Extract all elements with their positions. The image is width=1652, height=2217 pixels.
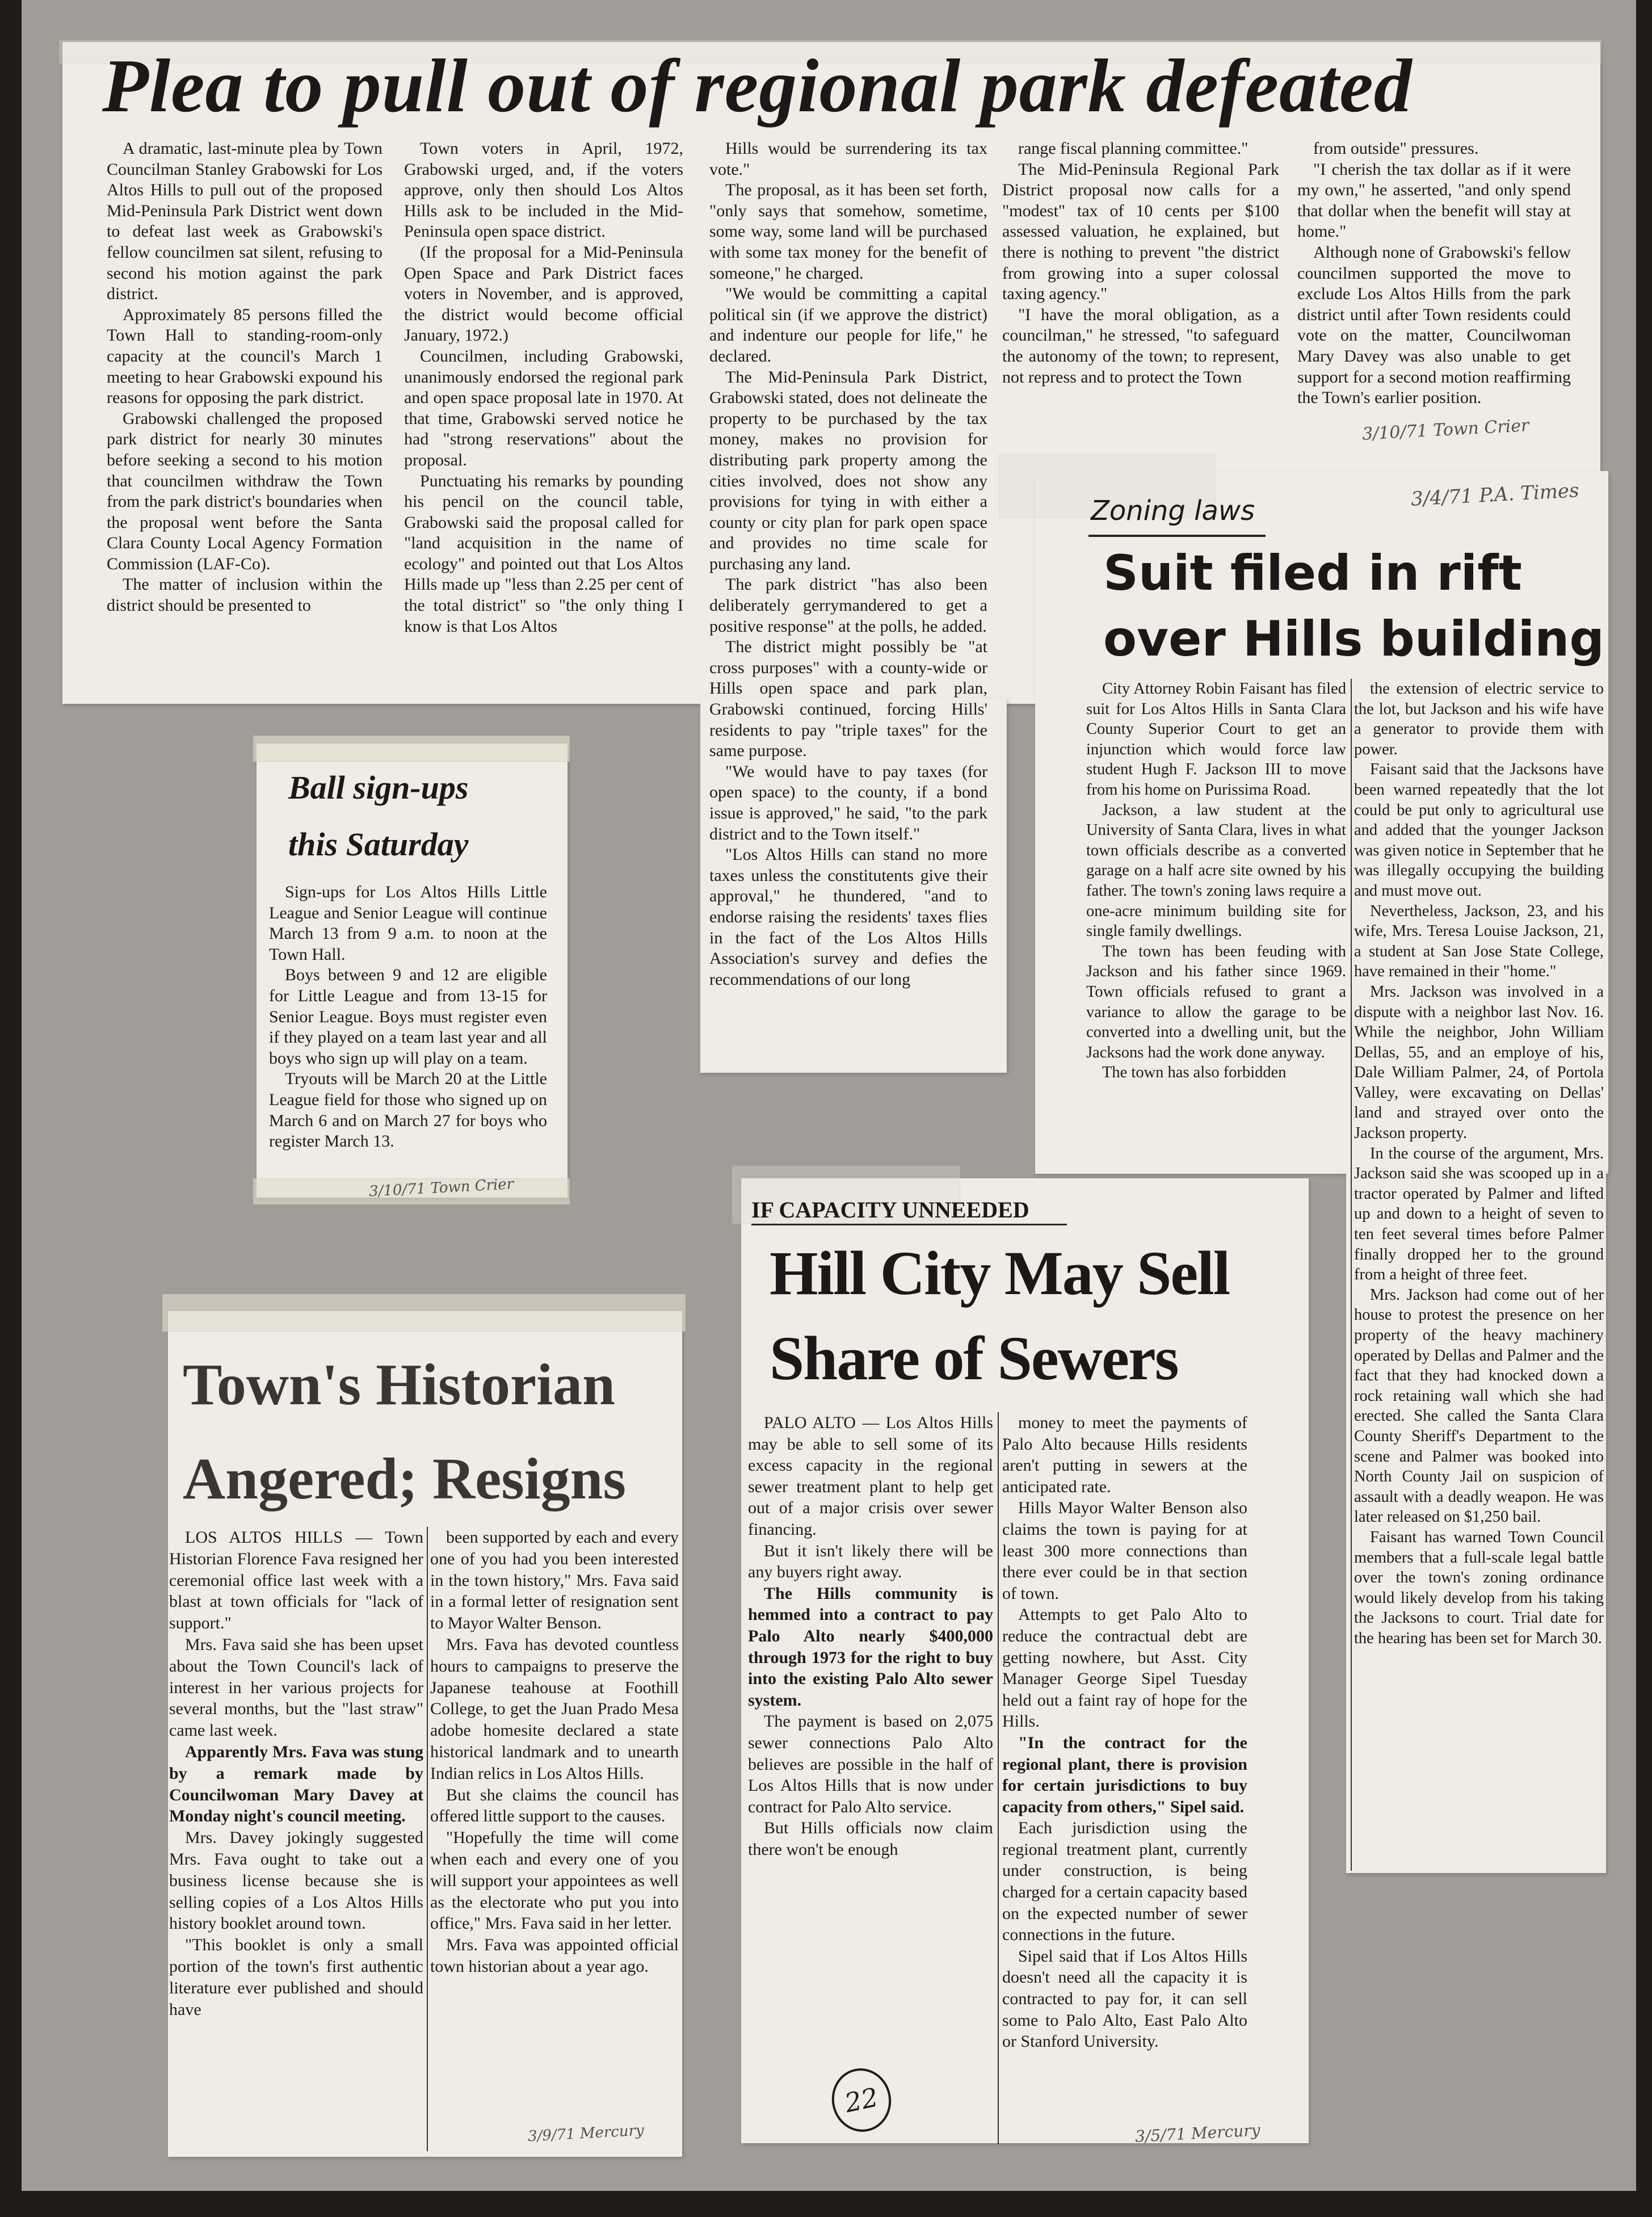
sewer-headline-line-2: Share of Sewers xyxy=(770,1324,1178,1393)
paragraph: The payment is based on 2,075 sewer connections Palo Alto believes are possible in the half of Los Altos Hills that is now under contract for Palo Alto service. xyxy=(748,1712,993,1816)
paragraph: Attempts to get Palo Alto to reduce the contractual debt are getting nowhere, but Asst. City Manager George Sipel Tuesday held out a faint ray of hope for the Hills. xyxy=(1002,1605,1247,1731)
historian-handwritten-note: 3/9/71 Mercury xyxy=(527,2122,645,2145)
paragraph: Apparently Mrs. Fava was stung by a remark made by Councilwoman Mary Davey at Monday night's council meeting. xyxy=(169,1742,423,1826)
paragraph: money to meet the payments of Palo Alto because Hills residents aren't putting in sewers at the anticipated rate. xyxy=(1002,1413,1247,1496)
paragraph: But Hills officials now claim there won't be enough xyxy=(748,1819,993,1859)
historian-column-2 xyxy=(430,1527,679,2151)
sewer-kicker: IF CAPACITY UNNEEDED xyxy=(751,1197,1029,1223)
kicker-underline xyxy=(1088,535,1266,537)
paragraph: Sign-ups for Los Altos Hills Little League and Senior League will continue March 13 from 9 a.m. to noon at the Town Hall. xyxy=(269,883,547,964)
paragraph: The park district "has also been deliberately gerrymandered to get a positive response" at the polls, he added. xyxy=(709,575,987,636)
paragraph: City Attorney Robin Faisant has filed suit for Los Altos Hills in Santa Clara County Superior Court to get an injunction which would force law student Hugh F. Jackson III to move from his home on Purissima Road. xyxy=(1086,680,1346,799)
paragraph: "Los Altos Hills can stand no more taxes unless the constitutents give their approval," he thundered, "and to endorse raising the residents' taxes flies in the fact of the Los Altos Hills Association's survey and defies the recommendations of our long xyxy=(709,845,987,989)
sewer-handwritten-note: 3/5/71 Mercury xyxy=(1134,2121,1261,2146)
column-rule xyxy=(427,1527,428,2151)
paragraph: Mrs. Fava said she has been upset about the Town Council's lack of interest in her various projects for several months, but the "last straw" came last week. xyxy=(169,1635,423,1740)
paragraph: In the course of the argument, Mrs. Jackson said she was scooped up in a tractor operated by Palmer and lifted up and down to a height of seven to ten feet several times before Palmer finally dropped her to the ground from a height of three feet. xyxy=(1354,1144,1604,1284)
park-column-4 xyxy=(1002,138,1279,445)
ball-handwritten-note: 3/10/71 Town Crier xyxy=(368,1175,514,1200)
column-rule xyxy=(1351,679,1352,1871)
paragraph: The proposal, as it has been set forth, "only says that somehow, sometime, some way, some land will be purchased with some tax money for the benefit of someone," he charged. xyxy=(709,180,987,283)
paragraph: "We would have to pay taxes (for open space) to the county, if a bond issue is approved," he said, "to the park district and to the Town itself." xyxy=(709,762,987,843)
sewer-column-1 xyxy=(748,1412,993,1925)
zoning-headline-line-2: over Hills building xyxy=(1103,611,1604,667)
historian-column-1 xyxy=(169,1527,423,2151)
paragraph: Jackson, a law student at the University of Santa Clara, lives in what town officials describe as a converted garage on a half acre site owned by his father. The town's zoning laws require a one-acre minimum building site for single family dwellings. xyxy=(1086,801,1346,940)
ball-body xyxy=(269,882,547,1200)
zoning-column-1 xyxy=(1086,679,1346,1159)
paragraph: Councilmen, including Grabowski, unanimously endorsed the regional park and open space proposal late in 1970. At that time, Grabowski served notice he had "strong reservations" about the proposal. xyxy=(404,346,683,469)
tape-strip xyxy=(162,1294,686,1332)
paragraph: The Mid-Peninsula Park District, Grabowski stated, does not delineate the property to be purchased by the tax money, makes no provision for distributing park property among the cities involved, does not show any provisions for tying in with either a county or city plan for park open space and provides no time scale for purchasing any land. xyxy=(709,367,987,573)
paragraph: Mrs. Fava has devoted countless hours to campaigns to preserve the Japanese teahouse at Foothill College, to get the Juan Prado Mesa adobe homesite declared a state historical landmark and to unearth Indian relics in Los Altos Hills. xyxy=(430,1635,679,1783)
park-headline: Plea to pull out of regional park defeated xyxy=(102,44,1413,128)
paragraph: The district might possibly be "at cross purposes" with a county-wide or Hills open space and park plan, Grabowski continued, forcing Hills' residents to pay "triple taxes" for the same purpose. xyxy=(709,637,987,761)
ball-headline-line-2: this Saturday xyxy=(288,826,469,863)
paragraph: Hills Mayor Walter Benson also claims the town is paying for at least 300 more connections than there ever could be in that section of town. xyxy=(1002,1498,1247,1603)
paragraph: the extension of electric service to the lot, but Jackson and his wife have a generator to provide them with power. xyxy=(1354,680,1604,758)
paragraph: "Hopefully the time will come when each and every one of you will support your appointees as well as the electorate who put you into office," Mrs. Fava said in her letter. xyxy=(430,1828,679,1933)
paragraph: Faisant has warned Town Council members that a full-scale legal battle over the town's zoning ordinance would likely develop from his taking the Jacksons to court. Trial date for the hearing has been set for March 30. xyxy=(1354,1528,1604,1647)
paragraph: "I cherish the tax dollar as if it were my own," he asserted, "and only spend that dollar when the benefit will stay at home." xyxy=(1297,159,1571,241)
paragraph: The matter of inclusion within the district should be presented to xyxy=(107,575,382,615)
park-column-2 xyxy=(404,138,683,700)
paragraph: Although none of Grabowski's fellow councilmen supported the move to exclude Los Altos Hills from the park district until after Town residents could vote on the matter, Councilwoman Mary Davey was also unable to get support for a second motion reaffirming the Town's earlier position. xyxy=(1297,242,1571,408)
kicker-underline xyxy=(751,1224,1067,1225)
zoning-column-2 xyxy=(1354,679,1604,1871)
paragraph: Punctuating his remarks by pounding his pencil on the council table, Grabowski said the proposal called for "land acquisition in the name of ecology" and pointed out that Los Altos Hills made up "less than 2.25 per cent of the total district" so "the only thing I know is that Los Altos xyxy=(404,471,683,636)
zoning-kicker: Zoning laws xyxy=(1091,495,1255,527)
paragraph: Hills would be surrendering its tax vote." xyxy=(709,139,987,179)
historian-headline-line-2: Angered; Resigns xyxy=(183,1446,626,1511)
paragraph: A dramatic, last-minute plea by Town Councilman Stanley Grabowski for Los Altos Hills to pull out of the proposed Mid-Peninsula Park District went down to defeat last week as Grabowski's fellow councilmen sat silent, refusing to second his motion against the park district. xyxy=(107,139,382,304)
paragraph: from outside" pressures. xyxy=(1313,139,1479,158)
paragraph: Each jurisdiction using the regional treatment plant, currently under construction, is being charged for a certain capacity based on the expected number of sewer connections in the future. xyxy=(1002,1819,1247,1945)
park-column-5 xyxy=(1297,138,1571,428)
paragraph: "We would be committing a capital political sin (if we approve the district) and indenture our people for life," he declared. xyxy=(709,284,987,366)
paragraph: Nevertheless, Jackson, 23, and his wife, Mrs. Teresa Louise Jackson, 21, a student at San Jose State College, have remained in their "home." xyxy=(1354,902,1604,981)
park-column-1 xyxy=(107,138,382,700)
paragraph: But it isn't likely there will be any buyers right away. xyxy=(748,1541,993,1582)
paragraph: "I have the moral obligation, as a councilman," he stressed, "to safeguard the autonomy of the town; to represent, not repress and to protect the Town xyxy=(1002,305,1279,387)
paragraph: Mrs. Davey jokingly suggested Mrs. Fava ought to take out a business license because she is selling copies of a Los Altos Hills history booklet around town. xyxy=(169,1828,423,1933)
paragraph: Sipel said that if Los Altos Hills doesn't need all the capacity it is contracted to pay for, it can sell some to Palo Alto, East Palo Alto or Stanford University. xyxy=(1002,1946,1247,2051)
zoning-date-note: 3/4/71 P.A. Times xyxy=(1410,479,1580,511)
paragraph: "In the contract for the regional plant, there is provision for certain jurisdictions to buy capacity from others," Sipel said. xyxy=(1002,1733,1247,1816)
sewer-column-2 xyxy=(1002,1412,1247,2144)
park-column-3 xyxy=(709,138,987,1069)
paragraph: (If the proposal for a Mid-Peninsula Open Space and Park District faces voters in November, and is approved, the district would become official January, 1972.) xyxy=(404,242,683,345)
paragraph: The town has also forbidden xyxy=(1102,1064,1287,1082)
paragraph: Mrs. Jackson was involved in a dispute with a neighbor last Nov. 16. While the neighbor, John William Dellas, 55, and an employe of his, Dale William Palmer, 24, of Portola Valley, were excavating on Dellas' land and strayed over onto the Jackson property. xyxy=(1354,982,1604,1143)
paragraph: Mrs. Jackson had come out of her house to protest the presence on her property of the heavy machinery operated by Dellas and Palmer and the fact that they had knocked down a rock retaining wall which she had erected. She called the Santa Clara County Sheriff's Department to the scene and Palmer was booked into North County Jail on suspicion of assault with a deadly weapon. He was later released on $1,250 bail. xyxy=(1354,1286,1604,1526)
paragraph: been supported by each and every one of you had you been interested in the town history," Mrs. Fava said in a formal letter of resignation sent to Mayor Walter Benson. xyxy=(430,1528,679,1633)
paragraph: Approximately 85 persons filled the Town Hall to standing-room-only capacity at the council's March 1 meeting to hear Grabowski expound his reasons for opposing the park district. xyxy=(107,305,382,408)
historian-headline-line-1: Town's Historian xyxy=(183,1352,615,1417)
paragraph: Faisant said that the Jacksons have been warned repeatedly that the lot could be put only to agricultural use and added that the younger Jackson was given notice in September that he was illegally occupying the building and must move out. xyxy=(1354,761,1604,900)
paragraph: PALO ALTO — Los Altos Hills may be able to sell some of its excess capacity in the regional sewer treatment plant to help get out of a major crisis over sewer financing. xyxy=(748,1413,993,1539)
paragraph: The Hills community is hemmed into a contract to pay Palo Alto nearly $400,000 through 1973 for the right to buy into the existing Palo Alto sewer system. xyxy=(748,1584,993,1710)
park-handwritten-note: 3/10/71 Town Crier xyxy=(1361,415,1530,444)
zoning-headline-line-1: Suit filed in rift xyxy=(1103,545,1522,602)
paragraph: The Mid-Peninsula Regional Park District proposal now calls for a "modest" tax of 10 cents per $100 assessed valuation, he explained, but there is nothing to prevent "the district from growing into a super colossal taxing agency." xyxy=(1002,159,1279,304)
paragraph: The town has been feuding with Jackson and his father since 1969. Town officials refused to grant a variance to allow the garage to be converted into a dwelling unit, but the Jacksons had the work done anyway. xyxy=(1086,942,1346,1061)
paragraph: Tryouts will be March 20 at the Little League field for those who signed up on March 6 and on March 27 for boys who register March 13. xyxy=(269,1069,547,1151)
paragraph: Grabowski challenged the proposed park district for nearly 30 minutes before seeking a second to his motion that councilmen withdraw the Town from the park district's boundaries when the proposal went before the Santa Clara County Local Agency Formation Commission (LAF-Co). xyxy=(107,409,382,573)
paragraph: Town voters in April, 1972, Grabowski urged, and, if the voters approve, only then should Los Altos Hills ask to be included in the Mid-Peninsula open space district. xyxy=(404,139,683,241)
paragraph: Mrs. Fava was appointed official town historian about a year ago. xyxy=(430,1935,679,1976)
sewer-headline-line-1: Hill City May Sell xyxy=(770,1238,1230,1308)
paragraph: But she claims the council has offered little support to the causes. xyxy=(430,1785,679,1826)
paragraph: range fiscal planning committee." xyxy=(1018,139,1249,158)
tape-strip xyxy=(253,736,570,762)
ball-headline-line-1: Ball sign-ups xyxy=(288,769,469,806)
column-rule xyxy=(998,1412,999,2144)
paragraph: LOS ALTOS HILLS — Town Historian Florence Fava resigned her ceremonial office last week with a blast at town officials for "lack of support." xyxy=(169,1528,423,1633)
paragraph: "This booklet is only a small portion of the town's first authentic literature ever published and should have xyxy=(169,1935,423,2019)
page-number: 22 xyxy=(826,2063,897,2137)
paragraph: Boys between 9 and 12 are eligible for Little League and from 13-15 for Senior League. Boys must register even if they played on a team last year and all boys who sign up will play on a team. xyxy=(269,965,547,1068)
